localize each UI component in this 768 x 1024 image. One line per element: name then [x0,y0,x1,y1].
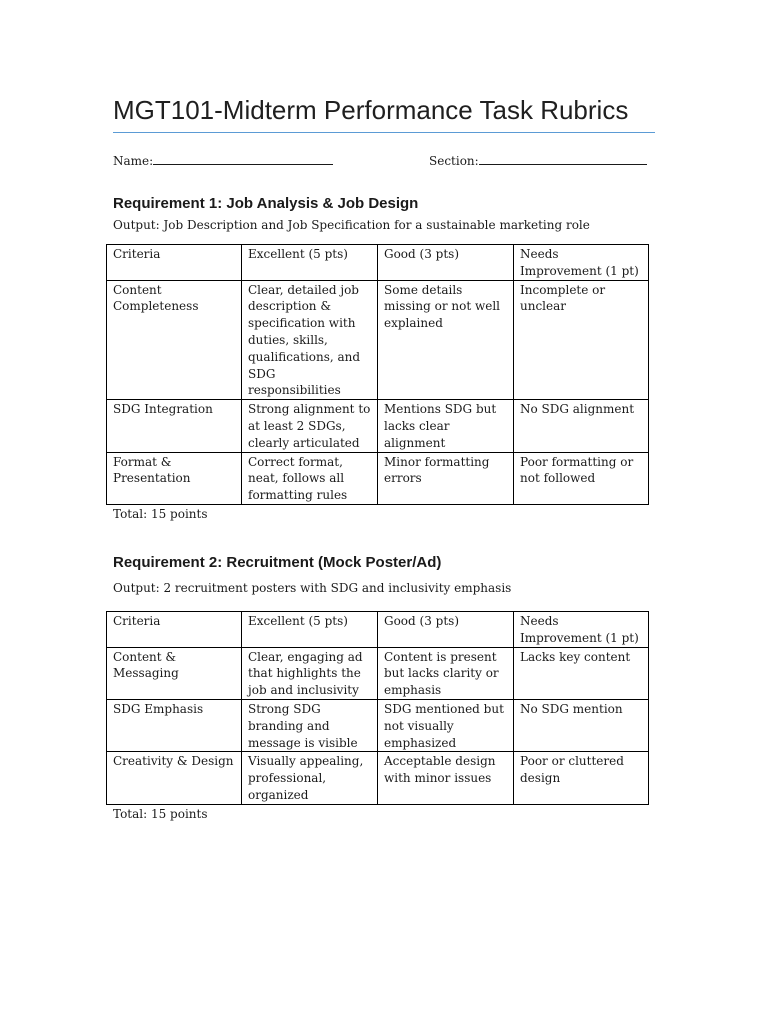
excellent-cell: Strong alignment to at least 2 SDGs, clearly articulated [242,400,378,452]
table-header-row [107,245,649,281]
requirement2-heading: Requirement 2: Recruitment (Mock Poster/Ad) [113,553,442,571]
table-row [107,647,649,699]
table-row [107,400,649,452]
criteria-cell: Content Completeness [107,280,242,400]
good-cell: SDG mentioned but not visually emphasized [378,699,514,751]
excellent-cell: Clear, engaging ad that highlights the job and inclusivity [242,647,378,699]
requirement1-rubric-table [106,244,649,505]
needs-improvement-cell: Poor formatting or not followed [514,452,649,504]
criteria-cell: SDG Emphasis [107,699,242,751]
table-row [107,699,649,751]
requirement2-output: Output: 2 recruitment posters with SDG and inclusivity emphasis [113,580,512,595]
criteria-cell: Content & Messaging [107,647,242,699]
header-needs-improvement: Needs Improvement (1 pt) [514,245,649,281]
name-blank-line [153,153,333,165]
header-good: Good (3 pts) [378,245,514,281]
requirement1-output: Output: Job Description and Job Specification for a sustainable marketing role [113,218,590,232]
section-blank-line [479,153,647,165]
header-criteria: Criteria [107,245,242,281]
needs-improvement-cell: No SDG alignment [514,400,649,452]
good-cell: Mentions SDG but lacks clear alignment [378,400,514,452]
requirement2-rubric-table [106,611,649,805]
excellent-cell: Visually appealing, professional, organized [242,752,378,804]
requirement1-total: Total: 15 points [113,506,208,521]
needs-improvement-cell: Poor or cluttered design [514,752,649,804]
needs-improvement-cell: Incomplete or unclear [514,280,649,400]
requirement2-total: Total: 15 points [113,806,208,821]
header-excellent: Excellent (5 pts) [242,611,378,647]
criteria-cell: Creativity & Design [107,752,242,804]
criteria-cell: Format & Presentation [107,452,242,504]
document-title: MGT101-Midterm Performance Task Rubrics [113,92,655,133]
section-field [429,153,647,168]
table-row [107,280,649,400]
section-label: Section: [429,154,479,168]
excellent-cell: Strong SDG branding and message is visible [242,699,378,751]
header-good: Good (3 pts) [378,611,514,647]
header-criteria: Criteria [107,611,242,647]
name-label: Name: [113,154,154,168]
name-field [113,153,333,168]
excellent-cell: Correct format, neat, follows all formatting rules [242,452,378,504]
good-cell: Some details missing or not well explained [378,280,514,400]
good-cell: Minor formatting errors [378,452,514,504]
criteria-cell: SDG Integration [107,400,242,452]
student-info-fields [113,153,655,173]
needs-improvement-cell: Lacks key content [514,647,649,699]
good-cell: Content is present but lacks clarity or emphasis [378,647,514,699]
excellent-cell: Clear, detailed job description & specification with duties, skills, qualifications, and SDG responsibilities [242,280,378,400]
header-excellent: Excellent (5 pts) [242,245,378,281]
document-page [113,92,655,823]
header-needs-improvement: Needs Improvement (1 pt) [514,611,649,647]
good-cell: Acceptable design with minor issues [378,752,514,804]
needs-improvement-cell: No SDG mention [514,699,649,751]
requirement1-heading: Requirement 1: Job Analysis & Job Design [113,195,419,212]
table-row [107,752,649,804]
table-row [107,452,649,504]
table-header-row [107,611,649,647]
